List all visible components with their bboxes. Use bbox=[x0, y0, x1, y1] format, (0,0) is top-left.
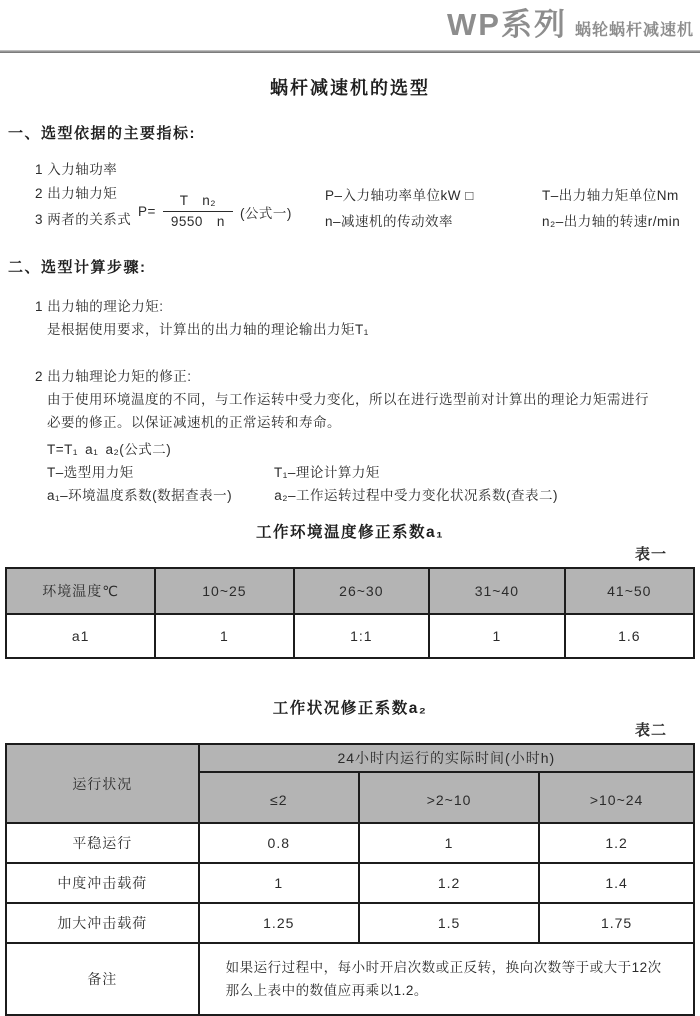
table2-row2-value2: 1.2 bbox=[359, 863, 539, 903]
table1-value-1: 1 bbox=[155, 614, 293, 658]
brand-lockup bbox=[0, 8, 700, 48]
step2-title: 2 出力轴理论力矩的修正: bbox=[35, 369, 192, 384]
power-formula bbox=[138, 193, 292, 230]
table-row bbox=[6, 943, 694, 1015]
table-row bbox=[6, 614, 694, 658]
table2-row3-value2: 1.5 bbox=[359, 903, 539, 943]
legend-input-power: P–入力轴功率单位kW □ bbox=[325, 188, 474, 203]
table2-header-condition: 运行状况 bbox=[6, 744, 199, 823]
table1-header-range4: 41~50 bbox=[565, 568, 694, 614]
table2-row3-value3: 1.75 bbox=[539, 903, 694, 943]
indicator-relation: 3 两者的关系式 bbox=[35, 212, 132, 227]
legend-a1-coefficient: a₁–环境温度系数(数据查表一) bbox=[47, 488, 233, 503]
table2-row2-label: 中度冲击载荷 bbox=[6, 863, 199, 903]
step2-body-line2: 必要的修正。以保证减速机的正常运转和寿命。 bbox=[47, 415, 341, 430]
step1-title: 1 出力轴的理论力矩: bbox=[35, 299, 164, 314]
formula-lhs: P= bbox=[138, 204, 156, 219]
legend-a2-coefficient: a₂–工作运转过程中受力变化状况系数(查表二) bbox=[274, 488, 559, 503]
section2-heading: 二、选型计算步骤: bbox=[8, 259, 147, 276]
table1-value-4: 1.6 bbox=[565, 614, 694, 658]
formula-fraction bbox=[163, 193, 233, 230]
table1-title: 工作环境温度修正系数a₁ bbox=[255, 524, 445, 541]
table-row bbox=[6, 823, 694, 863]
header-divider bbox=[0, 50, 700, 53]
table2-remark-label: 备注 bbox=[6, 943, 199, 1015]
page-title: 蜗杆减速机的选型 bbox=[270, 78, 430, 98]
table2-row1-value1: 0.8 bbox=[199, 823, 359, 863]
table1-value-3: 1 bbox=[429, 614, 565, 658]
table2-row1-label: 平稳运行 bbox=[6, 823, 199, 863]
product-name: 蜗轮蜗杆减速机 bbox=[574, 22, 694, 39]
table1-row-label: a1 bbox=[6, 614, 155, 658]
table2-row3-label: 加大冲击载荷 bbox=[6, 903, 199, 943]
table2-row2-value3: 1.4 bbox=[539, 863, 694, 903]
table2-subheader-3: >10~24 bbox=[539, 772, 694, 823]
table-row bbox=[6, 863, 694, 903]
table2-subheader-2: >2~10 bbox=[359, 772, 539, 823]
correction-formula: T=T₁ a₁ a₂(公式二) bbox=[47, 442, 172, 457]
step2-body-line1: 由于使用环境温度的不同，与工作运转中受力变化，所以在进行选型前对计算出的理论力矩需进行 bbox=[47, 392, 649, 407]
step1-body: 是根据使用要求，计算出的出力轴的理论输出力矩T₁ bbox=[47, 322, 369, 337]
temperature-coefficient-table bbox=[5, 567, 695, 659]
fraction-numerator: T n₂ bbox=[163, 193, 233, 212]
remark-line1: 如果运行过程中，每小时开启次数或正反转，换向次数等于或大于12次 bbox=[225, 960, 662, 975]
table2-row1-value2: 1 bbox=[359, 823, 539, 863]
table1-header-range1: 10~25 bbox=[155, 568, 293, 614]
step2 bbox=[35, 365, 700, 507]
indicator-input-power: 1 入力轴功率 bbox=[35, 162, 118, 177]
table2-row2-value1: 1 bbox=[199, 863, 359, 903]
table2-row1-value3: 1.2 bbox=[539, 823, 694, 863]
series-name: WP系列 bbox=[447, 7, 567, 42]
table1-tag: 表一 bbox=[634, 546, 667, 563]
selection-indicators bbox=[0, 159, 700, 247]
legend-output-torque: T–出力轴力矩单位Nm bbox=[542, 188, 679, 203]
table2-subheader-1: ≤2 bbox=[199, 772, 359, 823]
legend-row-coefficients bbox=[47, 484, 700, 507]
page-header bbox=[0, 0, 700, 53]
step1 bbox=[35, 295, 700, 341]
table2-row3-value1: 1.25 bbox=[199, 903, 359, 943]
fraction-denominator: 9550 n bbox=[170, 214, 225, 229]
legend-efficiency: n–减速机的传动效率 bbox=[325, 214, 454, 229]
table1-header-range3: 31~40 bbox=[429, 568, 565, 614]
table2-title: 工作状况修正系数a₂ bbox=[272, 700, 428, 717]
legend-row-torque bbox=[47, 461, 700, 484]
table1-value-2: 1:1 bbox=[294, 614, 430, 658]
table-row bbox=[6, 903, 694, 943]
remark-line2: 那么上表中的数值应再乘以1.2。 bbox=[225, 983, 428, 998]
table2-tag: 表二 bbox=[634, 722, 667, 739]
table1-header-temp: 环境温度℃ bbox=[6, 568, 155, 614]
working-condition-table bbox=[5, 743, 695, 1016]
indicator-output-torque: 2 出力轴力矩 bbox=[35, 186, 118, 201]
table1-header-range2: 26~30 bbox=[294, 568, 430, 614]
table-row bbox=[6, 568, 694, 614]
legend-output-speed: n₂–出力轴的转速r/min bbox=[542, 214, 681, 229]
legend-selection-torque: T–选型用力矩 bbox=[47, 465, 134, 480]
table-row bbox=[6, 744, 694, 772]
formula-tag: (公式一) bbox=[239, 205, 292, 221]
table2-header-runtime: 24小时内运行的实际时间(小时h) bbox=[199, 744, 694, 772]
legend-theoretical-torque: T₁–理论计算力矩 bbox=[274, 465, 380, 480]
table2-remark-cell bbox=[199, 943, 694, 1015]
section1-heading: 一、选型依据的主要指标: bbox=[8, 125, 196, 142]
